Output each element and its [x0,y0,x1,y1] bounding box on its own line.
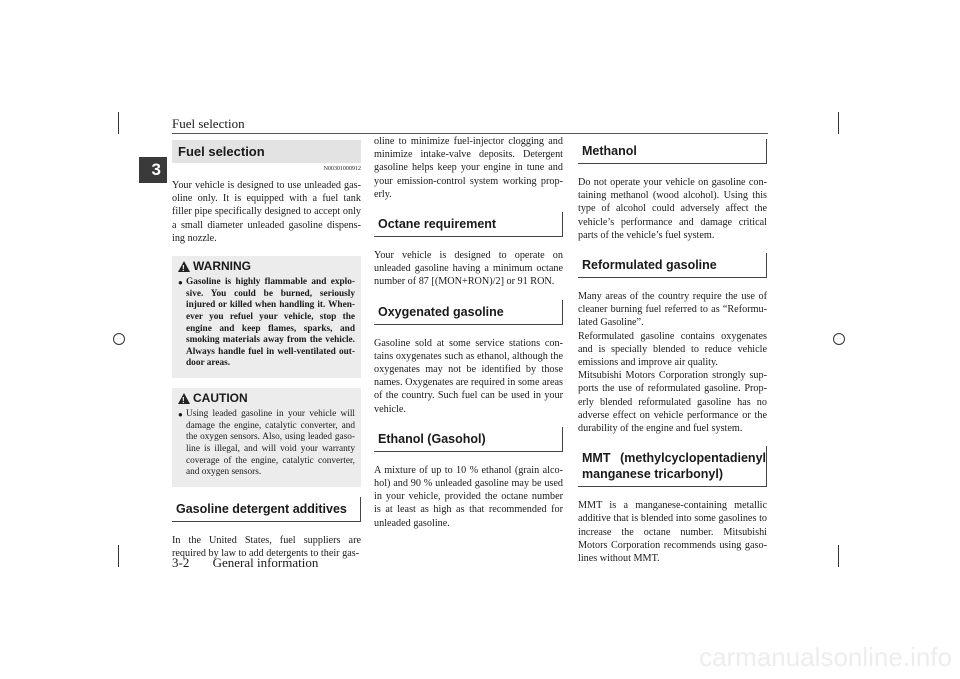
caution-triangle-icon [178,393,190,404]
warning-triangle-icon [178,261,190,272]
subheading-reformulated: Reformulated gasoline [578,253,767,278]
warning-label: WARNING [193,259,251,274]
subheading-octane: Octane requirement [374,212,563,237]
column-1 [172,140,361,571]
caution-label: CAUTION [193,390,248,405]
footer-section: General information [212,555,319,570]
oxygenated-paragraph: Gasoline sold at some service stations con-tains oxygenates such as ethanol, although the oxygenates may not be identified by those names. Oxygenates are required in some areas of the country. Such fuel can be used in your vehicle. [374,337,563,415]
header-rule [172,133,768,134]
mmt-paragraph: MMT is a manganese-containing metallic additive that is blended into some gasolines to increase the octane number. Mitsubishi Motors Corporation recommends using gaso-lines without MMT. [578,500,767,565]
warning-header [178,260,355,273]
warning-text: Gasoline is highly flammable and explo-sive. You could be burned, seriously injured or killed when handling it. When-ever you refuel your vehicle, stop the engine and keep flames, sparks, and smoking materials away from the vehicle. Always handle fuel in well-ventilated out-door areas. [186,277,355,369]
crop-mark [118,545,119,567]
bullet-icon: ● [178,410,183,420]
page-footer [172,555,338,571]
subheading-ethanol: Ethanol (Gasohol) [374,427,563,452]
intro-paragraph: Your vehicle is designed to use unleaded gas-oline only. It is equipped with a fuel tank filler pipe specifically designed to accept only a small diameter unleaded gasoline dispens-ing nozzle. [172,180,361,244]
reformulated-paragraph-3: Mitsubishi Motors Corporation strongly sup-ports the use of reformulated gasoline. Prop-erly blended reformulated gasoline has no adverse effect on vehicle performance or the durability of the engine and fuel system. [578,370,767,435]
subheading-mmt: MMT (methylcyclopentadienyl manganese tricarbonyl) [578,446,767,487]
registration-mark [833,333,845,345]
chapter-tab: 3 [139,157,167,183]
caution-item [178,409,355,479]
section-heading: Fuel selection [172,140,361,163]
subheading-methanol: Methanol [578,139,767,164]
methanol-paragraph: Do not operate your vehicle on gasoline con-taining methanol (wood alcohol). Using this type of alcohol could adversely affect the vehicle’s performance and damage critical parts of the vehicle’s fuel system. [578,177,767,241]
detergent-paragraph-continued: oline to minimize fuel-injector clogging and minimize intake-valve deposits. Detergent gasoline helps keep your engine in tune and your emission-control system working prop-erly. [374,136,563,200]
page-number: 3-2 [172,555,190,570]
caution-header [178,392,355,405]
subheading-detergent: Gasoline detergent additives [172,497,361,522]
caution-box [172,388,361,487]
crop-mark [838,545,839,567]
column-2 [374,135,563,541]
warning-item [178,277,355,370]
warning-box [172,256,361,378]
watermark: carmanualsonline.info [699,642,952,672]
octane-paragraph: Your vehicle is designed to operate on unleaded gasoline having a minimum octane number of 87 [(MON+RON)/2] or 91 RON. [374,250,563,288]
reformulated-paragraph-2: Reformulated gasoline contains oxygenates and is specially blended to reduce vehicle emissions and improve air quality. [578,330,767,369]
running-header: Fuel selection [172,116,245,131]
document-code: N00301000912 [323,166,361,172]
detergent-paragraph: In the United States, fuel suppliers are required by law to add detergents to their gas- [172,534,361,559]
subheading-oxygenated: Oxygenated gasoline [374,300,563,325]
column-3 [578,135,767,576]
registration-mark [113,333,125,345]
reformulated-paragraph-1: Many areas of the country require the use of cleaner burning fuel referred to as “Reformu-lated Gasoline”. [578,291,767,329]
crop-mark [838,112,839,134]
crop-mark [118,112,119,134]
bullet-icon: ● [178,278,183,288]
caution-text: Using leaded gasoline in your vehicle will damage the engine, catalytic converter, and the oxygen sensors. Also, using leaded gaso-line is illegal, and will void your warranty coverage of the engine, catalytic converter, and oxygen sensors. [186,409,355,478]
ethanol-paragraph: A mixture of up to 10 % ethanol (grain alco-hol) and 90 % unleaded gasoline may be used in your vehicle, provided the octane number is at least as high as that recommended for unleaded gasoline. [374,464,563,529]
